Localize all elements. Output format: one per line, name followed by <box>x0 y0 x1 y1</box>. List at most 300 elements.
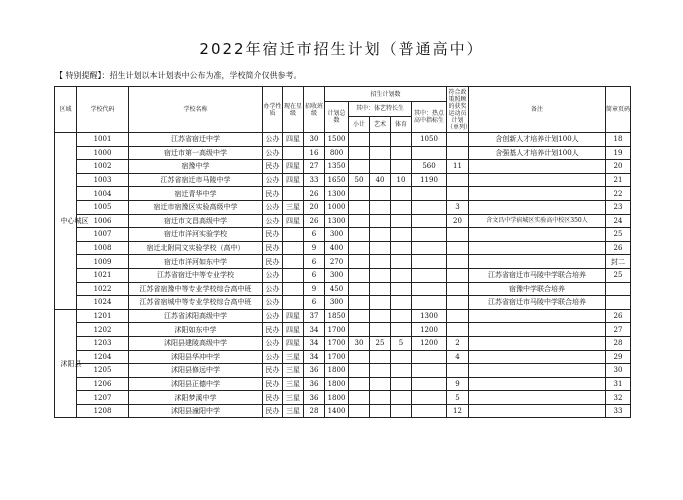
cell-sub-small <box>349 160 370 174</box>
cell-hotspot <box>412 228 447 242</box>
cell-policy <box>447 282 469 296</box>
enrollment-plan-table <box>54 86 631 418</box>
cell-school-name: 江苏省沭阳高级中学 <box>129 309 263 323</box>
cell-sub-art <box>370 377 391 391</box>
cell-classes: 6 <box>304 268 325 282</box>
cell-policy <box>447 187 469 201</box>
cell-code: 1206 <box>77 377 129 391</box>
table-row <box>55 364 631 378</box>
cell-classes: 9 <box>304 241 325 255</box>
cell-sub-small <box>349 187 370 201</box>
cell-sub-art <box>370 255 391 269</box>
cell-page: 27 <box>606 323 631 337</box>
cell-code: 1000 <box>77 146 129 160</box>
cell-code: 1208 <box>77 404 129 418</box>
cell-sub-small <box>349 214 370 228</box>
cell-hotspot: 1200 <box>412 336 447 350</box>
cell-page: 19 <box>606 146 631 160</box>
cell-page: 29 <box>606 350 631 364</box>
header-row-1 <box>55 87 631 102</box>
cell-sub-art <box>370 364 391 378</box>
cell-hotspot <box>412 391 447 405</box>
cell-policy <box>447 133 469 147</box>
cell-hotspot: 1190 <box>412 173 447 187</box>
table-row <box>55 377 631 391</box>
cell-type: 民办 <box>263 160 283 174</box>
cell-star <box>283 146 304 160</box>
cell-code: 1021 <box>77 268 129 282</box>
cell-hotspot <box>412 350 447 364</box>
cell-total: 1700 <box>325 336 349 350</box>
cell-school-name: 沭阳县华冲中学 <box>129 350 263 364</box>
cell-hotspot <box>412 146 447 160</box>
cell-sub-small <box>349 296 370 310</box>
cell-policy <box>447 309 469 323</box>
cell-sub-art <box>370 350 391 364</box>
header-sub-art: 艺术 <box>370 117 391 132</box>
cell-sub-small <box>349 241 370 255</box>
cell-sub-art <box>370 309 391 323</box>
cell-star: 三星 <box>283 404 304 418</box>
cell-note <box>469 377 606 391</box>
cell-note <box>469 160 606 174</box>
cell-hotspot <box>412 364 447 378</box>
cell-page: 33 <box>606 404 631 418</box>
cell-type: 民办 <box>263 241 283 255</box>
cell-sub-small <box>349 309 370 323</box>
cell-hotspot: 1300 <box>412 309 447 323</box>
cell-sub-art <box>370 268 391 282</box>
cell-policy <box>447 173 469 187</box>
cell-policy <box>447 146 469 160</box>
cell-note <box>469 173 606 187</box>
cell-code: 1002 <box>77 160 129 174</box>
cell-type: 公办 <box>263 282 283 296</box>
cell-sub-small <box>349 255 370 269</box>
cell-total: 1000 <box>325 200 349 214</box>
cell-code: 1207 <box>77 391 129 405</box>
table-row <box>55 146 631 160</box>
cell-hotspot <box>412 187 447 201</box>
cell-sub-art <box>370 133 391 147</box>
cell-classes: 6 <box>304 296 325 310</box>
cell-note <box>469 200 606 214</box>
cell-classes: 26 <box>304 187 325 201</box>
cell-sub-sport <box>391 228 412 242</box>
cell-policy <box>447 268 469 282</box>
cell-star: 三星 <box>283 377 304 391</box>
header-region: 区域 <box>55 87 77 133</box>
cell-note <box>469 309 606 323</box>
cell-sub-small <box>349 323 370 337</box>
cell-total: 1850 <box>325 309 349 323</box>
cell-page <box>606 296 631 310</box>
cell-type: 公办 <box>263 146 283 160</box>
cell-school-name: 江苏省宿城中等专业学校综合高中班 <box>129 296 263 310</box>
cell-code: 1024 <box>77 296 129 310</box>
table-row <box>55 228 631 242</box>
cell-classes: 9 <box>304 282 325 296</box>
cell-sub-small <box>349 364 370 378</box>
cell-total: 1800 <box>325 364 349 378</box>
cell-hotspot: 1200 <box>412 323 447 337</box>
cell-sub-small <box>349 404 370 418</box>
cell-page: 封二 <box>606 255 631 269</box>
cell-type: 民办 <box>263 364 283 378</box>
cell-note: 宿豫中学联合培养 <box>469 282 606 296</box>
cell-type: 公办 <box>263 336 283 350</box>
cell-star: 三星 <box>283 350 304 364</box>
cell-school-name: 宿迁北附同文实验学校（高中） <box>129 241 263 255</box>
header-sub-small: 小计 <box>349 117 370 132</box>
cell-policy: 2 <box>447 336 469 350</box>
cell-note <box>469 228 606 242</box>
cell-page: 31 <box>606 377 631 391</box>
cell-school-name: 沭阳如东中学 <box>129 323 263 337</box>
cell-classes: 34 <box>304 350 325 364</box>
cell-star: 四星 <box>283 309 304 323</box>
cell-school-name: 宿迁市宿豫区实验高级中学 <box>129 200 263 214</box>
cell-sub-small <box>349 228 370 242</box>
table-row <box>55 282 631 296</box>
header-sub-group: 其中：体艺特长生 <box>349 102 411 117</box>
cell-classes: 37 <box>304 309 325 323</box>
cell-type: 公办 <box>263 296 283 310</box>
cell-sub-art <box>370 146 391 160</box>
cell-code: 1003 <box>77 173 129 187</box>
cell-sub-sport <box>391 187 412 201</box>
cell-star <box>283 241 304 255</box>
cell-sub-art <box>370 391 391 405</box>
cell-note <box>469 391 606 405</box>
cell-sub-small <box>349 200 370 214</box>
header-name: 学校名称 <box>129 87 263 133</box>
cell-hotspot <box>412 200 447 214</box>
page-title: 2022年宿迁市招生计划（普通高中） <box>199 40 484 58</box>
cell-code: 1205 <box>77 364 129 378</box>
cell-code: 1007 <box>77 228 129 242</box>
cell-star <box>283 296 304 310</box>
cell-sub-small <box>349 350 370 364</box>
header-star: 现在星级 <box>283 87 304 133</box>
cell-school-name: 宿迁市第一高级中学 <box>129 146 263 160</box>
cell-hotspot: 1050 <box>412 133 447 147</box>
cell-total: 1650 <box>325 173 349 187</box>
cell-note <box>469 323 606 337</box>
cell-page: 26 <box>606 241 631 255</box>
cell-sub-sport <box>391 146 412 160</box>
cell-code: 1004 <box>77 187 129 201</box>
cell-type: 民办 <box>263 228 283 242</box>
cell-classes: 26 <box>304 214 325 228</box>
cell-star <box>283 255 304 269</box>
cell-code: 1204 <box>77 350 129 364</box>
cell-classes: 16 <box>304 146 325 160</box>
cell-policy: 9 <box>447 377 469 391</box>
cell-hotspot: 560 <box>412 160 447 174</box>
cell-school-name: 沭阳县建陵高级中学 <box>129 336 263 350</box>
cell-note: 江苏省宿迁市马陵中学联合培养 <box>469 268 606 282</box>
cell-sub-small: 50 <box>349 173 370 187</box>
cell-hotspot <box>412 377 447 391</box>
cell-type: 公办 <box>263 309 283 323</box>
cell-hotspot <box>412 282 447 296</box>
cell-hotspot <box>412 268 447 282</box>
cell-note <box>469 336 606 350</box>
cell-policy: 11 <box>447 160 469 174</box>
notice-text: 【 特别提醒】：招生计划以本计划表中公布为准，学校简介仅供参考。 <box>55 71 302 80</box>
cell-code: 1203 <box>77 336 129 350</box>
table-row <box>55 404 631 418</box>
cell-sub-small <box>349 391 370 405</box>
cell-policy <box>447 364 469 378</box>
table-row <box>55 268 631 282</box>
cell-page: 25 <box>606 228 631 242</box>
cell-code: 1201 <box>77 309 129 323</box>
cell-school-name: 宿迁青华中学 <box>129 187 263 201</box>
cell-star: 四星 <box>283 173 304 187</box>
cell-hotspot <box>412 296 447 310</box>
cell-note <box>469 350 606 364</box>
cell-classes: 36 <box>304 364 325 378</box>
cell-school-name: 宿迁市洋河实验学校 <box>129 228 263 242</box>
table-row <box>55 187 631 201</box>
cell-type: 民办 <box>263 377 283 391</box>
cell-sub-art <box>370 404 391 418</box>
cell-sub-sport <box>391 404 412 418</box>
cell-school-name: 沭阳梦溪中学 <box>129 391 263 405</box>
cell-page: 24 <box>606 214 631 228</box>
cell-sub-small: 30 <box>349 336 370 350</box>
cell-classes: 27 <box>304 160 325 174</box>
cell-school-name: 宿迁市文昌高级中学 <box>129 214 263 228</box>
cell-total: 1350 <box>325 160 349 174</box>
cell-star: 四星 <box>283 133 304 147</box>
cell-hotspot <box>412 255 447 269</box>
cell-total: 300 <box>325 228 349 242</box>
cell-sub-sport <box>391 309 412 323</box>
header-sub-sport: 体育 <box>394 121 407 128</box>
cell-school-name: 江苏省宿豫中等专业学校综合高中班 <box>129 282 263 296</box>
cell-sub-art <box>370 241 391 255</box>
cell-policy <box>447 228 469 242</box>
cell-sub-art: 25 <box>370 336 391 350</box>
cell-sub-sport <box>391 350 412 364</box>
cell-star: 四星 <box>283 336 304 350</box>
cell-sub-sport <box>391 214 412 228</box>
cell-total: 450 <box>325 282 349 296</box>
cell-policy: 4 <box>447 350 469 364</box>
region-cell <box>55 309 82 418</box>
cell-page: 32 <box>606 391 631 405</box>
cell-sub-sport: 10 <box>391 173 412 187</box>
cell-page: 18 <box>606 133 631 147</box>
cell-note: 江苏省宿迁市马陵中学联合培养 <box>469 296 606 310</box>
table-row <box>55 323 631 337</box>
cell-classes: 30 <box>304 133 325 147</box>
cell-total: 1800 <box>325 377 349 391</box>
header-page: 简章页码 <box>606 87 631 133</box>
cell-policy <box>447 323 469 337</box>
cell-policy: 20 <box>447 214 469 228</box>
cell-note: 含文昌中学宿城区实验高中校区350人 <box>469 214 606 228</box>
table-body <box>55 133 631 418</box>
cell-star <box>283 187 304 201</box>
cell-type: 公办 <box>263 173 283 187</box>
table-row <box>55 214 631 228</box>
header-total: 计划总数 <box>325 102 349 133</box>
cell-type: 民办 <box>263 323 283 337</box>
header-code: 学校代码 <box>77 87 129 133</box>
header-type: 办学性质 <box>263 87 283 133</box>
cell-page <box>606 282 631 296</box>
cell-sub-sport <box>391 255 412 269</box>
cell-page: 20 <box>606 160 631 174</box>
cell-total: 270 <box>325 255 349 269</box>
cell-type: 公办 <box>263 268 283 282</box>
cell-sub-sport: 5 <box>391 336 412 350</box>
cell-classes: 34 <box>304 336 325 350</box>
cell-sub-small <box>349 282 370 296</box>
cell-star <box>283 268 304 282</box>
cell-code: 1001 <box>77 133 129 147</box>
cell-type: 民办 <box>263 404 283 418</box>
cell-classes: 20 <box>304 200 325 214</box>
cell-sub-art <box>370 187 391 201</box>
cell-policy <box>447 241 469 255</box>
cell-sub-small <box>349 268 370 282</box>
cell-classes: 36 <box>304 377 325 391</box>
header-hotspot: 其中：热点高中指标生 <box>412 102 447 133</box>
cell-sub-sport <box>391 160 412 174</box>
table-row <box>55 255 631 269</box>
cell-school-name: 宿迁市洋河如东中学 <box>129 255 263 269</box>
table-row <box>55 296 631 310</box>
cell-sub-small <box>349 377 370 391</box>
cell-total: 1800 <box>325 391 349 405</box>
cell-star: 四星 <box>283 214 304 228</box>
cell-sub-art <box>370 200 391 214</box>
cell-classes: 6 <box>304 255 325 269</box>
cell-sub-art <box>370 282 391 296</box>
cell-code: 1022 <box>77 282 129 296</box>
cell-sub-small <box>349 133 370 147</box>
cell-total: 800 <box>325 146 349 160</box>
cell-note <box>469 187 606 201</box>
cell-sub-sport <box>391 377 412 391</box>
cell-total: 1300 <box>325 187 349 201</box>
cell-page: 30 <box>606 364 631 378</box>
cell-policy: 3 <box>447 200 469 214</box>
cell-total: 1700 <box>325 323 349 337</box>
table-row <box>55 309 631 323</box>
region-label: 中心城区 <box>60 216 89 225</box>
cell-sub-sport <box>391 133 412 147</box>
cell-type: 公办 <box>263 214 283 228</box>
cell-star: 四星 <box>283 323 304 337</box>
header-sub-group-cell <box>349 102 412 133</box>
table-row <box>55 391 631 405</box>
cell-school-name: 沭阳县正德中学 <box>129 377 263 391</box>
cell-classes: 33 <box>304 173 325 187</box>
cell-school-name: 宿豫中学 <box>129 160 263 174</box>
cell-policy <box>447 255 469 269</box>
region-cell <box>55 133 89 310</box>
cell-policy: 5 <box>447 391 469 405</box>
cell-school-name: 沭阳县潼阳中学 <box>129 404 263 418</box>
cell-total: 300 <box>325 268 349 282</box>
cell-page: 23 <box>606 200 631 214</box>
cell-sub-sport <box>391 364 412 378</box>
cell-sub-sport <box>391 200 412 214</box>
header-note: 备注 <box>469 87 606 133</box>
cell-type: 民办 <box>263 187 283 201</box>
header-plan-group: 招生计划数 <box>325 87 447 102</box>
cell-code: 1202 <box>77 323 129 337</box>
cell-type: 民办 <box>263 391 283 405</box>
cell-type: 公办 <box>263 133 283 147</box>
cell-type: 公办 <box>263 350 283 364</box>
cell-star <box>283 228 304 242</box>
cell-total: 1700 <box>325 350 349 364</box>
cell-code: 1008 <box>77 241 129 255</box>
cell-note: 含创新人才培养计划100人 <box>469 133 606 147</box>
cell-classes: 28 <box>304 404 325 418</box>
cell-sub-art: 40 <box>370 173 391 187</box>
table-row <box>55 133 631 147</box>
cell-sub-art <box>370 296 391 310</box>
cell-classes: 6 <box>304 228 325 242</box>
cell-sub-sport <box>391 391 412 405</box>
cell-sub-sport <box>391 282 412 296</box>
table-row <box>55 241 631 255</box>
cell-type: 公办 <box>263 200 283 214</box>
cell-code: 1005 <box>77 200 129 214</box>
cell-sub-art <box>370 160 391 174</box>
cell-star: 三星 <box>283 391 304 405</box>
cell-school-name: 江苏省宿迁中等专业学校 <box>129 268 263 282</box>
cell-total: 1500 <box>325 133 349 147</box>
cell-total: 1300 <box>325 214 349 228</box>
cell-school-name: 江苏省宿迁中学 <box>129 133 263 147</box>
cell-note: 含强基人才培养计划100人 <box>469 146 606 160</box>
cell-page: 21 <box>606 173 631 187</box>
cell-star: 三星 <box>283 364 304 378</box>
cell-school-name: 江苏省宿迁市马陵中学 <box>129 173 263 187</box>
cell-hotspot <box>412 404 447 418</box>
cell-star: 四星 <box>283 160 304 174</box>
header-policy: 符合政策照顾的获奖运动员计划（单列） <box>447 88 472 131</box>
cell-star: 三星 <box>283 200 304 214</box>
cell-hotspot <box>412 241 447 255</box>
cell-sub-art <box>370 214 391 228</box>
cell-school-name: 沭阳县修远中学 <box>129 364 263 378</box>
cell-classes: 36 <box>304 391 325 405</box>
region-label: 沭阳县 <box>60 359 82 368</box>
cell-sub-sport <box>391 268 412 282</box>
cell-sub-sport <box>391 296 412 310</box>
cell-policy: 12 <box>447 404 469 418</box>
table-row <box>55 200 631 214</box>
cell-policy <box>447 296 469 310</box>
cell-note <box>469 241 606 255</box>
table-row <box>55 350 631 364</box>
cell-page: 26 <box>606 309 631 323</box>
cell-star <box>283 282 304 296</box>
table-row <box>55 336 631 350</box>
cell-note <box>469 255 606 269</box>
cell-page: 22 <box>606 187 631 201</box>
